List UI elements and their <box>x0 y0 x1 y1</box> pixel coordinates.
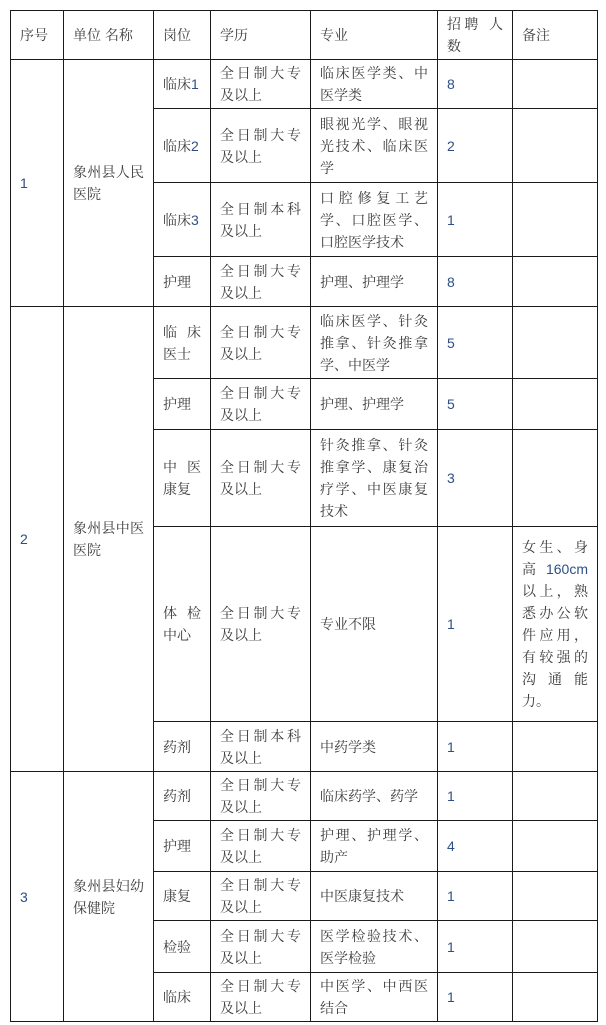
note-cell <box>513 307 598 379</box>
position-cell: 药剂 <box>154 722 211 772</box>
header-note: 备注 <box>513 11 598 60</box>
count-cell: 1 <box>438 772 513 821</box>
major-cell: 口腔修复工艺学、口腔医学、口腔医学技术 <box>311 183 438 257</box>
count-cell: 1 <box>438 973 513 1022</box>
table-row <box>11 60 598 109</box>
count-cell: 4 <box>438 821 513 872</box>
header-unit: 单位 名称 <box>64 11 154 60</box>
count-cell: 3 <box>438 430 513 527</box>
education-cell: 全日制大专及以上 <box>211 772 311 821</box>
seq-cell: 1 <box>11 60 64 307</box>
education-cell: 全日制大专及以上 <box>211 921 311 973</box>
education-cell: 全日制大专及以上 <box>211 527 311 722</box>
position-cell: 护理 <box>154 379 211 430</box>
note-cell <box>513 60 598 109</box>
seq-cell: 2 <box>11 307 64 772</box>
education-cell: 全日制大专及以上 <box>211 872 311 921</box>
table-row <box>11 307 598 379</box>
header-major: 专业 <box>311 11 438 60</box>
header-position: 岗位 <box>154 11 211 60</box>
education-cell: 全日制大专及以上 <box>211 307 311 379</box>
note-cell <box>513 257 598 307</box>
note-cell <box>513 430 598 527</box>
note-cell <box>513 183 598 257</box>
education-cell: 全日制本科及以上 <box>211 722 311 772</box>
major-cell: 临床医学类、中医学类 <box>311 60 438 109</box>
major-cell: 临床药学、药学 <box>311 772 438 821</box>
education-cell: 全日制大专及以上 <box>211 430 311 527</box>
note-cell <box>513 722 598 772</box>
note-cell <box>513 109 598 183</box>
position-cell: 护理 <box>154 257 211 307</box>
major-cell: 医学检验技术、医学检验 <box>311 921 438 973</box>
major-cell: 中医康复技术 <box>311 872 438 921</box>
education-cell: 全日制大专及以上 <box>211 821 311 872</box>
note-cell <box>513 772 598 821</box>
note-cell <box>513 921 598 973</box>
major-cell: 护理、护理学、助产 <box>311 821 438 872</box>
seq-cell: 3 <box>11 772 64 1022</box>
education-cell: 全日制大专及以上 <box>211 60 311 109</box>
position-cell: 护理 <box>154 821 211 872</box>
count-cell: 5 <box>438 379 513 430</box>
position-cell: 体检中心 <box>154 527 211 722</box>
header-row <box>11 11 598 60</box>
major-cell: 中药学类 <box>311 722 438 772</box>
count-cell: 8 <box>438 257 513 307</box>
position-cell: 临床2 <box>154 109 211 183</box>
major-cell: 眼视光学、眼视光技术、临床医学 <box>311 109 438 183</box>
major-cell: 中医学、中西医结合 <box>311 973 438 1022</box>
count-cell: 1 <box>438 921 513 973</box>
unit-cell: 象州县妇幼保健院 <box>64 772 154 1022</box>
position-cell: 临床3 <box>154 183 211 257</box>
header-seq: 序号 <box>11 11 64 60</box>
position-cell: 药剂 <box>154 772 211 821</box>
count-cell: 2 <box>438 109 513 183</box>
position-cell: 检验 <box>154 921 211 973</box>
major-cell: 专业不限 <box>311 527 438 722</box>
major-cell: 护理、护理学 <box>311 257 438 307</box>
count-cell: 1 <box>438 183 513 257</box>
major-cell: 针灸推拿、针灸推拿学、康复治疗学、中医康复技术 <box>311 430 438 527</box>
note-cell <box>513 821 598 872</box>
table-row <box>11 772 598 821</box>
major-cell: 临床医学、针灸推拿、针灸推拿学、中医学 <box>311 307 438 379</box>
position-cell: 康复 <box>154 872 211 921</box>
unit-cell: 象州县中医医院 <box>64 307 154 772</box>
count-cell: 8 <box>438 60 513 109</box>
education-cell: 全日制大专及以上 <box>211 379 311 430</box>
major-cell: 护理、护理学 <box>311 379 438 430</box>
education-cell: 全日制大专及以上 <box>211 973 311 1022</box>
recruitment-table <box>10 10 598 1022</box>
header-count: 招聘 人数 <box>438 11 513 60</box>
position-cell: 临床1 <box>154 60 211 109</box>
education-cell: 全日制大专及以上 <box>211 109 311 183</box>
unit-cell: 象州县人民医院 <box>64 60 154 307</box>
count-cell: 1 <box>438 722 513 772</box>
note-cell <box>513 973 598 1022</box>
position-cell: 中医康复 <box>154 430 211 527</box>
position-cell: 临床 <box>154 973 211 1022</box>
note-cell <box>513 872 598 921</box>
count-cell: 1 <box>438 527 513 722</box>
note-cell <box>513 379 598 430</box>
education-cell: 全日制本科及以上 <box>211 183 311 257</box>
position-cell: 临床医士 <box>154 307 211 379</box>
note-cell: 女生、身高 160cm 以上，熟悉办公软件应用，有较强的沟通能力。 <box>513 527 598 722</box>
count-cell: 1 <box>438 872 513 921</box>
header-education: 学历 <box>211 11 311 60</box>
count-cell: 5 <box>438 307 513 379</box>
education-cell: 全日制大专及以上 <box>211 257 311 307</box>
